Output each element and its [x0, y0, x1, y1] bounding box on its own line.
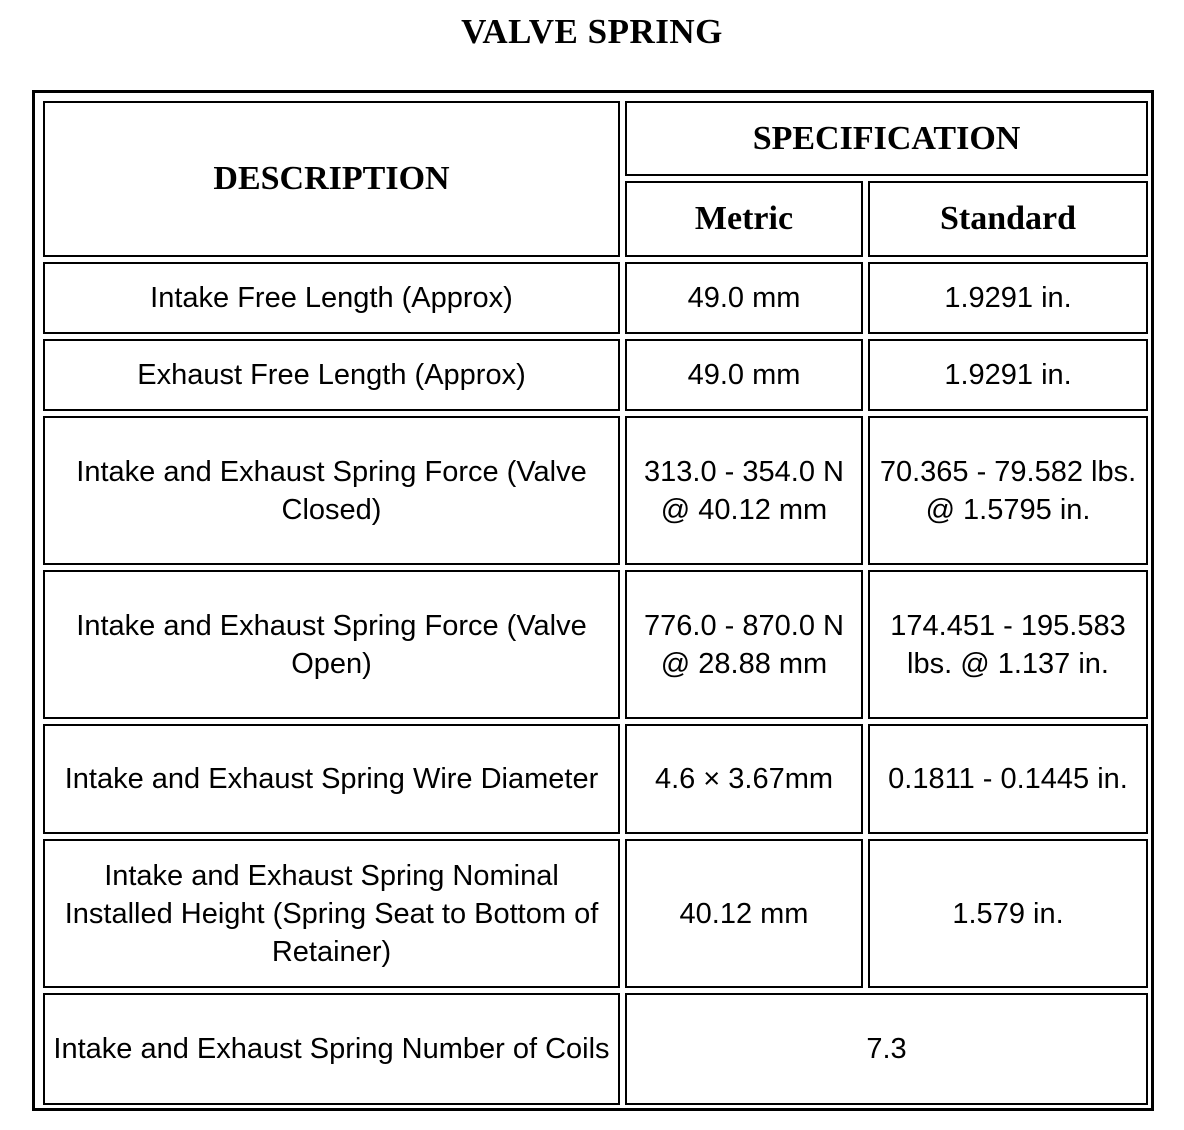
specification-header: SPECIFICATION — [625, 101, 1148, 176]
table-row — [43, 416, 1148, 565]
row-standard: 1.579 in. — [868, 839, 1148, 988]
row-metric: 313.0 - 354.0 N @ 40.12 mm — [625, 416, 863, 565]
row-description: Intake and Exhaust Spring Number of Coils — [43, 993, 620, 1105]
table-row — [43, 339, 1148, 411]
description-header: DESCRIPTION — [43, 101, 620, 257]
table-row — [43, 839, 1148, 988]
spec-table-frame — [32, 90, 1154, 1111]
row-metric: 40.12 mm — [625, 839, 863, 988]
row-description: Intake Free Length (Approx) — [43, 262, 620, 334]
row-standard: 1.9291 in. — [868, 262, 1148, 334]
table-row — [43, 993, 1148, 1105]
row-standard: 70.365 - 79.582 lbs. @ 1.5795 in. — [868, 416, 1148, 565]
row-metric: 4.6 × 3.67mm — [625, 724, 863, 834]
row-standard: 1.9291 in. — [868, 339, 1148, 411]
row-description: Exhaust Free Length (Approx) — [43, 339, 620, 411]
row-standard: 0.1811 - 0.1445 in. — [868, 724, 1148, 834]
row-standard: 174.451 - 195.583 lbs. @ 1.137 in. — [868, 570, 1148, 719]
spec-table — [38, 96, 1153, 1110]
row-description: Intake and Exhaust Spring Wire Diameter — [43, 724, 620, 834]
metric-header: Metric — [625, 181, 863, 257]
table-row — [43, 570, 1148, 719]
standard-header: Standard — [868, 181, 1148, 257]
page-title: VALVE SPRING — [461, 12, 723, 51]
row-metric: 49.0 mm — [625, 339, 863, 411]
row-combined-value: 7.3 — [625, 993, 1148, 1105]
table-row — [43, 724, 1148, 834]
row-metric: 776.0 - 870.0 N @ 28.88 mm — [625, 570, 863, 719]
row-description: Intake and Exhaust Spring Force (Valve Closed) — [43, 416, 620, 565]
row-description: Intake and Exhaust Spring Nominal Installed Height (Spring Seat to Bottom of Retainer) — [43, 839, 620, 988]
table-row — [43, 262, 1148, 334]
row-description: Intake and Exhaust Spring Force (Valve Open) — [43, 570, 620, 719]
header-row-1 — [43, 101, 1148, 176]
row-metric: 49.0 mm — [625, 262, 863, 334]
